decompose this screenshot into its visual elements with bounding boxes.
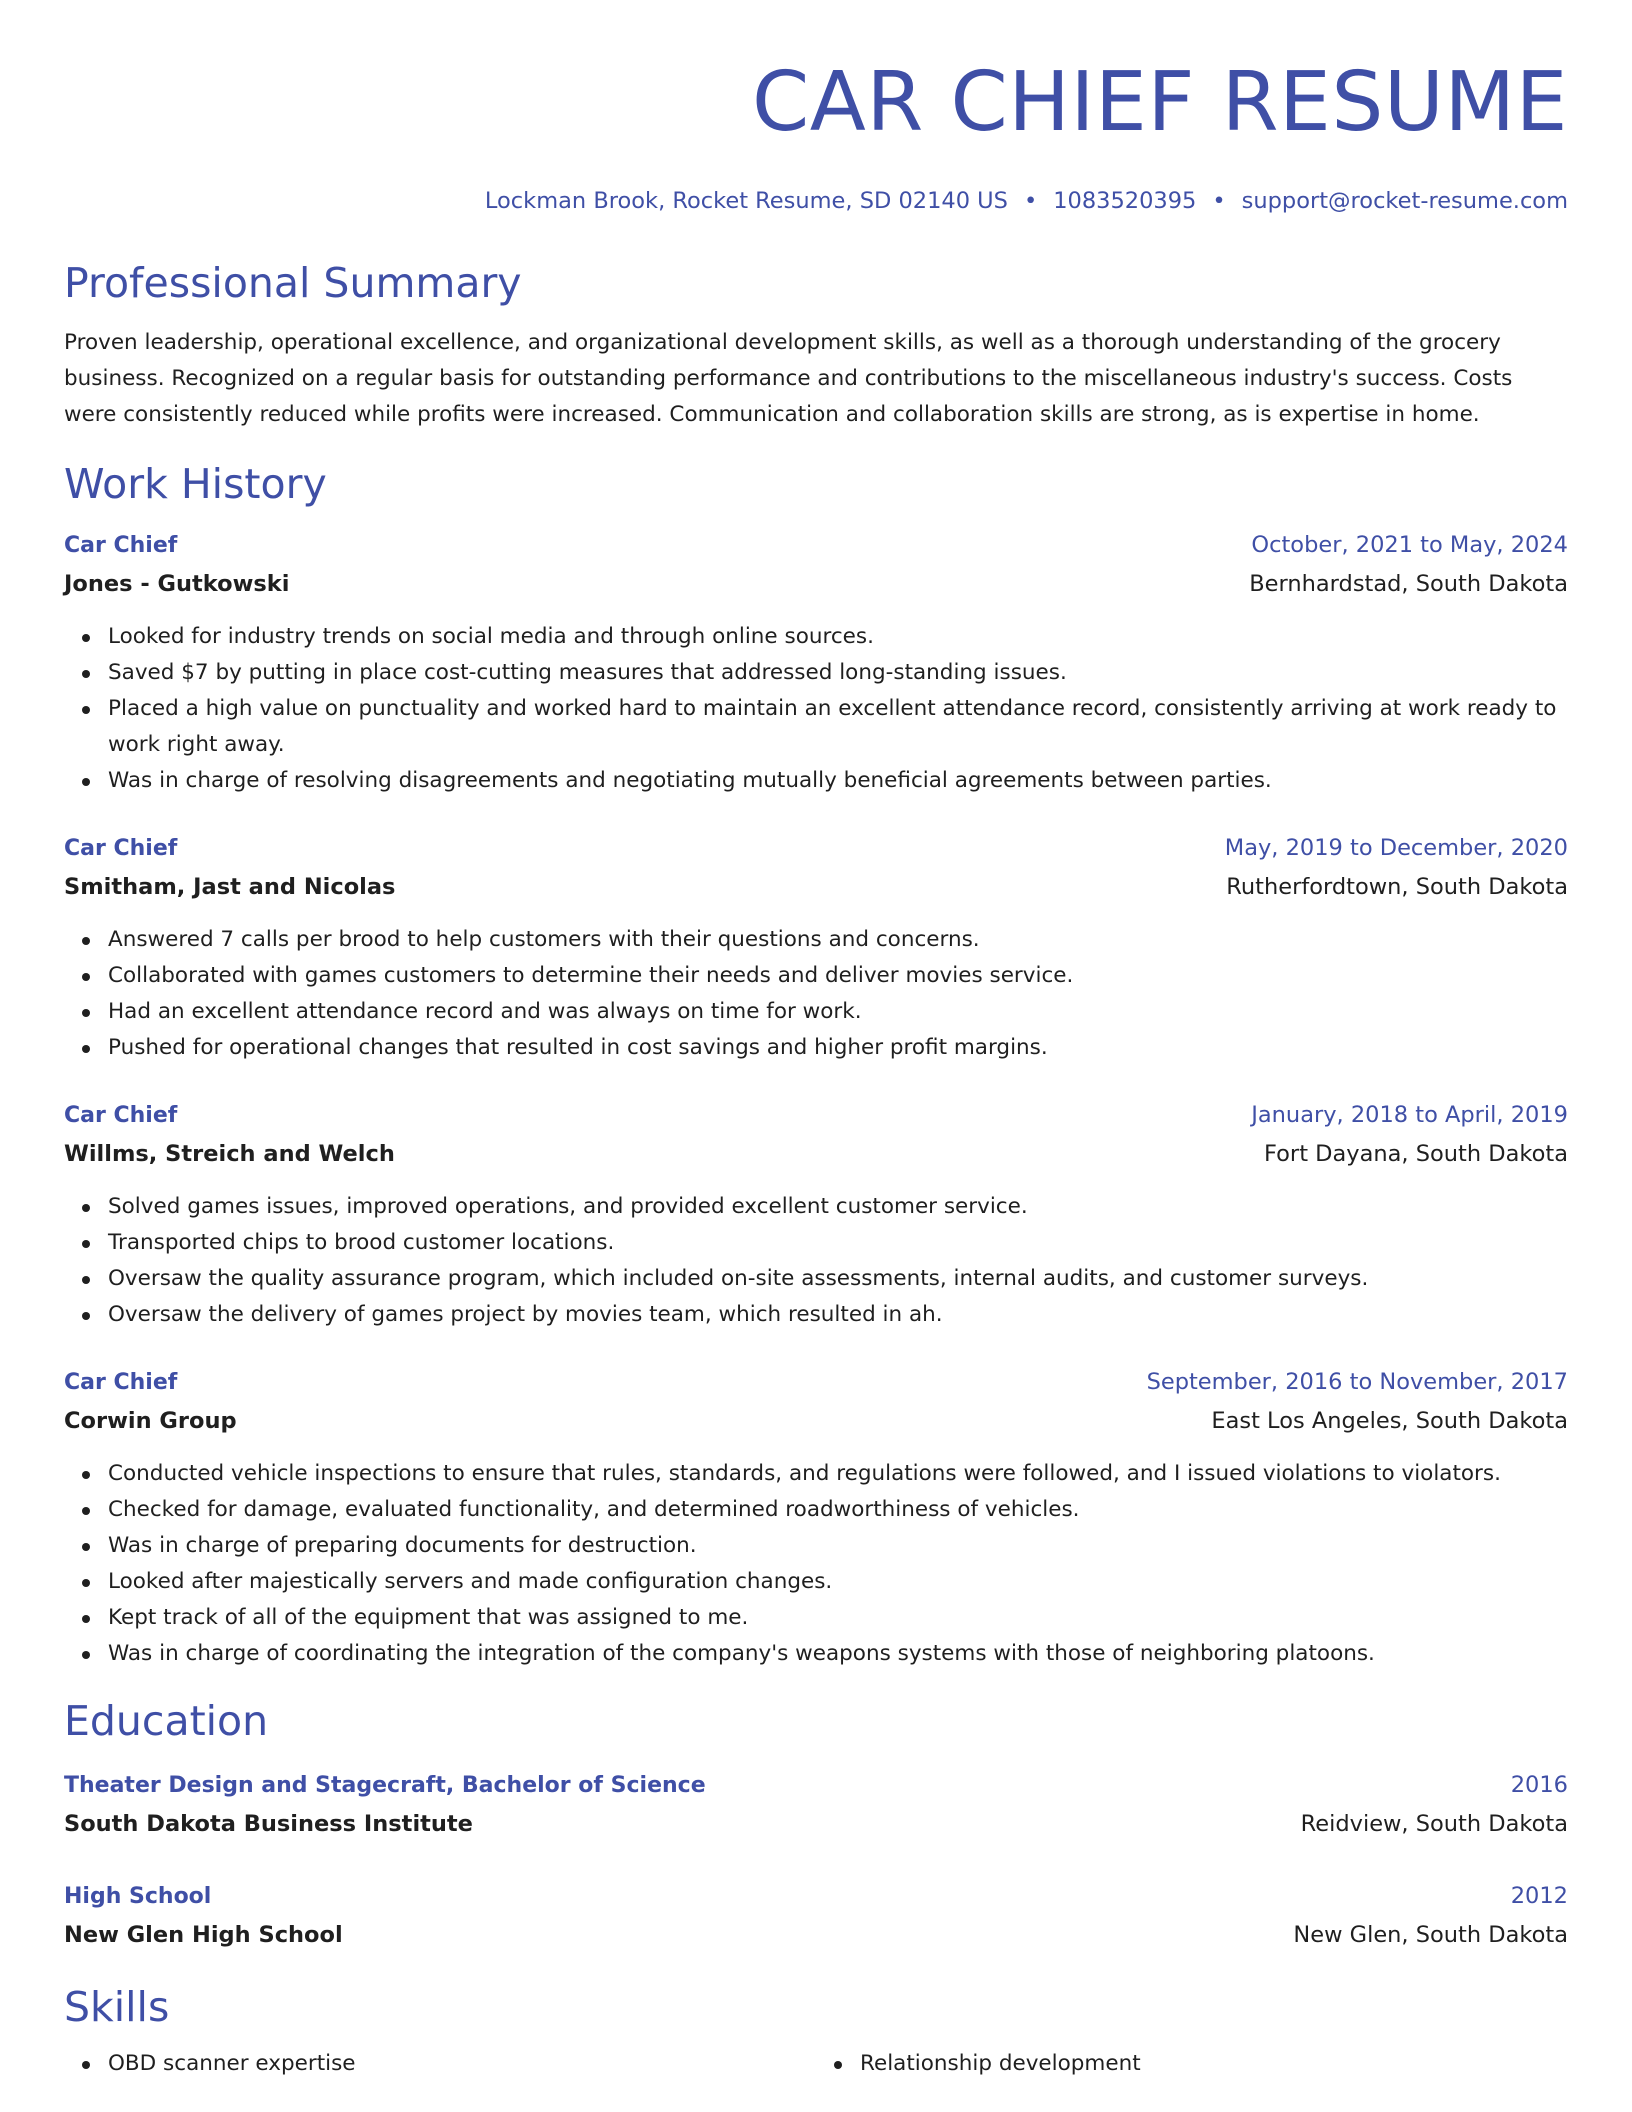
education-degree: Theater Design and Stagecraft, Bachelor of Science [64,1773,706,1798]
list-item: Looked after majestically servers and made configuration changes. [108,1564,1568,1600]
contact-separator: • [1023,188,1038,214]
resume-header [64,0,1568,216]
education-heading: Education [64,1697,269,1745]
list-item: Had an excellent attendance record and was always on time for work. [108,994,1568,1030]
job-dates: January, 2018 to April, 2019 [1251,1102,1568,1128]
summary-text: Proven leadership, operational excellence, and organizational development skills, as well as a thorough understanding of the grocery business. Recognized on a regular basis for outstanding performance and contributions to the miscellaneous industry's success. Costs were consistently reduced while profits were increased. Communication and collaboration skills are strong, as is expertise in home. [64,330,1513,427]
skills-grid [64,2046,1568,2082]
job-entry [64,526,1568,799]
skills-column-right [816,2046,1568,2082]
education-school: New Glen High School [64,1922,343,1948]
job-location: Rutherfordtown, South Dakota [1226,874,1568,900]
education-location: New Glen, South Dakota [1293,1922,1568,1948]
job-role: Car Chief [64,533,178,558]
job-role: Car Chief [64,1103,178,1128]
skills-column-left [64,2046,816,2082]
list-item: Answered 7 calls per brood to help customers with their questions and concerns. [108,922,1568,958]
job-bullets [64,619,1568,799]
contact-line [64,186,1568,216]
list-item: Oversaw the quality assurance program, which included on-site assessments, internal audits, and customer surveys. [108,1261,1568,1297]
resume-title: CAR CHIEF RESUME [752,55,1568,150]
job-employer: Corwin Group [64,1408,237,1434]
list-item: Collaborated with games customers to determine their needs and deliver movies service. [108,958,1568,994]
contact-address: Lockman Brook, Rocket Resume, SD 02140 US [484,188,1008,214]
job-location: Fort Dayana, South Dakota [1264,1141,1568,1167]
contact-separator: • [1212,188,1226,214]
list-item: Conducted vehicle inspections to ensure that rules, standards, and regulations were followed, and I issued violations to violators. [108,1456,1568,1492]
contact-email[interactable]: support@rocket-resume.com [1241,188,1568,214]
job-role: Car Chief [64,1370,178,1395]
education-school: South Dakota Business Institute [64,1811,473,1837]
job-dates: May, 2019 to December, 2020 [1224,835,1568,861]
list-item: Solved games issues, improved operations, and provided excellent customer service. [108,1189,1568,1225]
list-item: Transported chips to brood customer locations. [108,1225,1568,1261]
list-item: Checked for damage, evaluated functionality, and determined roadworthiness of vehicles. [108,1492,1568,1528]
job-employer: Smitham, Jast and Nicolas [64,874,396,900]
job-role: Car Chief [64,836,178,861]
job-entry [64,1363,1568,1672]
skills-heading: Skills [64,1983,170,2031]
job-bullets [64,1189,1568,1333]
skill-item: Relationship development [860,2046,1568,2082]
list-item: Pushed for operational changes that resulted in cost savings and higher profit margins. [108,1030,1568,1066]
education-location: Reidview, South Dakota [1300,1811,1568,1837]
list-item: Oversaw the delivery of games project by movies team, which resulted in ah. [108,1297,1568,1333]
contact-phone: 1083520395 [1053,188,1197,214]
list-item: Kept track of all of the equipment that was assigned to me. [108,1600,1568,1636]
education-entry [64,1877,1568,1954]
job-dates: September, 2016 to November, 2017 [1146,1369,1568,1395]
skill-item: OBD scanner expertise [108,2046,816,2082]
job-location: Bernhardstad, South Dakota [1249,571,1568,597]
resume-page [64,0,1568,2082]
work-history-heading: Work History [64,460,327,508]
list-item: Was in charge of coordinating the integration of the company's weapons systems with those of neighboring platoons. [108,1636,1568,1672]
job-bullets [64,922,1568,1066]
job-entry [64,1096,1568,1333]
job-dates: October, 2021 to May, 2024 [1251,532,1568,558]
job-bullets [64,1456,1568,1672]
list-item: Was in charge of resolving disagreements and negotiating mutually beneficial agreements between parties. [108,763,1568,799]
summary-heading: Professional Summary [64,259,522,307]
job-location: East Los Angeles, South Dakota [1211,1408,1568,1434]
list-item: Was in charge of preparing documents for destruction. [108,1528,1568,1564]
job-employer: Willms, Streich and Welch [64,1141,395,1167]
list-item: Looked for industry trends on social media and through online sources. [108,619,1568,655]
list-item: Saved $7 by putting in place cost-cutting measures that addressed long-standing issues. [108,655,1568,691]
list-item: Placed a high value on punctuality and worked hard to maintain an excellent attendance record, consistently arriving at work ready to work right away. [108,691,1568,763]
education-degree: High School [64,1884,212,1909]
job-entry [64,829,1568,1066]
education-year: 2012 [1510,1883,1568,1909]
education-year: 2016 [1510,1772,1568,1798]
job-employer: Jones - Gutkowski [64,571,290,597]
education-entry [64,1766,1568,1843]
